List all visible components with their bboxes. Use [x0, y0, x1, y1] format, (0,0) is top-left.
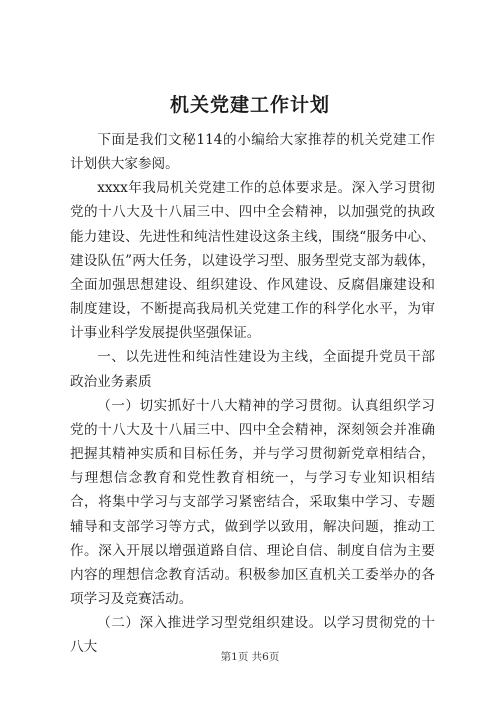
subsection-one-paragraph: （一）切实抓好十八大精神的学习贯彻。认真组织学习党的十八大及十八届三中、四中全会精神，深刻领会并准确把握其精神实质和目标任务，并与学习贯彻新党章相结合，与理想信念教育和党性教育相统一，与学习专业知识相结合，将集中学习与支部学习紧密结合，采取集中学习、专题辅导和支部学习等方式，做到学以致用，解决问题，推动工作。深入开展以增强道路自信、理论自信、制度自信为主要内容的理想信念教育活动。积极参加区直机关工委举办的各项学习及竞赛活动。: [70, 397, 435, 607]
document-title: 机关党建工作计划: [169, 94, 330, 116]
page-number-footer: 第1页 共6页: [220, 651, 280, 663]
section-one-heading: 一、以先进性和纯洁性建设为主线，全面提升党员干部政治业务素质: [70, 349, 435, 390]
document-body: [70, 128, 435, 659]
subsection-two-paragraph: （二）深入推进学习型党组织建设。以学习贯彻党的十八大: [70, 615, 435, 656]
intro-paragraph: 下面是我们文秘114的小编给大家推荐的机关党建工作计划供大家参阅。: [70, 132, 435, 173]
overall-requirements-paragraph: xxxx年我局机关党建工作的总体要求是。深入学习贯彻党的十八大及十八届三中、四中全会精神，以加强党的执政能力建设、先进性和纯洁性建设这条主线，围绕“服务中心、建设队伍”两大任务，以建设学习型、服务型党支部为载体，全面加强思想建设、组织建设、作风建设、反腐倡廉建设和制度建设，不断提高我局机关党建工作的科学化水平，为审计事业科学发展提供坚强保证。: [70, 180, 435, 342]
